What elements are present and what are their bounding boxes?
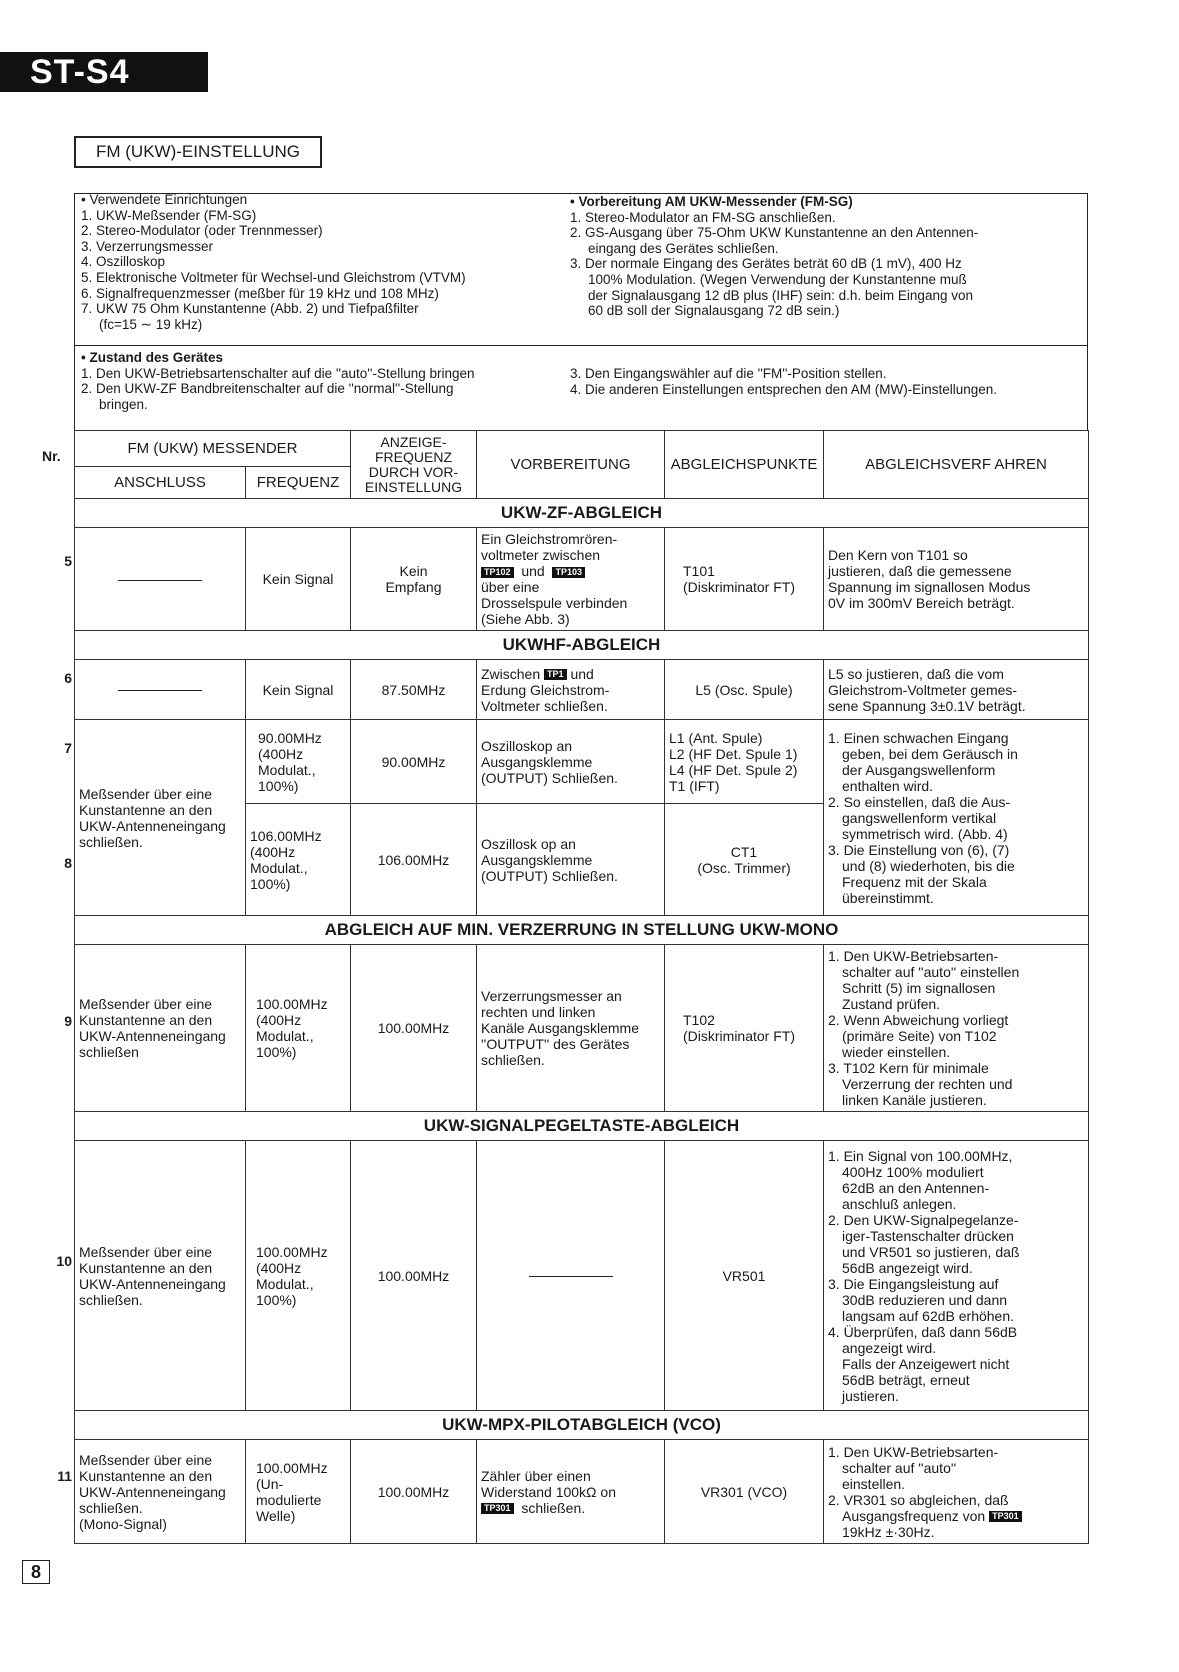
- anzeige-cell: 87.50MHz: [351, 660, 477, 720]
- abgleichspunkte-cell: L1 (Ant. Spule) L2 (HF Det. Spule 1) L4 (HF Det. Spule 2) T1 (IFT): [665, 720, 824, 804]
- header-abgleichspunkte: ABGLEICHSPUNKTE: [665, 431, 824, 499]
- anschluss-cell: Meßsender über eine Kunstantenne an den UKW-Antenneneingang schließen. (Mono-Signal): [75, 1440, 246, 1544]
- header-verfahren: ABGLEICHSVERF AHREN: [824, 431, 1089, 499]
- header-anzeige: ANZEIGE- FREQUENZ DURCH VOR- EINSTELLUNG: [351, 431, 477, 499]
- freq-cell: Kein Signal: [246, 660, 351, 720]
- model-badge: ST-S4: [0, 52, 208, 92]
- verfahren-cell: 1. Einen schwachen Eingang geben, bei dem Geräusch in der Ausgangswellenform enthalten wird. 2. So einstellen, daß die Aus- gangswellenform vertikal symmetrisch wird. (Abb. 4) 3. Die Einstellung von (6), (7) und (8) wiederhoten, bis die Frequenz mit der Skala übereinstimmt.: [824, 720, 1089, 916]
- equipment-item: 3. Verzerrungsmesser: [81, 238, 214, 254]
- anzeige-cell: 100.00MHz: [351, 1141, 477, 1411]
- row-number: 10: [56, 1253, 72, 1269]
- table-row: [75, 720, 1089, 804]
- vorbereitung-cell: Oszillosk op an Ausgangsklemme (OUTPUT) Schließen.: [477, 804, 665, 916]
- preparation-heading: • Vorbereitung AM UKW-Messender (FM-SG): [570, 194, 853, 209]
- band-mono: ABGLEICH AUF MIN. VERZERRUNG IN STELLUNG UKW-MONO: [75, 916, 1089, 945]
- preparation-item: eingang des Gerätes schließen.: [588, 240, 779, 256]
- vorbereitung-cell: Verzerrungsmesser an rechten und linken Kanäle Ausgangsklemme ''OUTPUT'' des Gerätes schließen.: [477, 945, 665, 1112]
- freq-cell: Kein Signal: [246, 528, 351, 631]
- vorbereitung-cell: Zwischen TP1 und Erdung Gleichstrom- Voltmeter schließen.: [477, 660, 665, 720]
- vorbereitung-cell: Oszilloskop an Ausgangsklemme (OUTPUT) Schließen.: [477, 720, 665, 804]
- equipment-item: 2. Stereo-Modulator (oder Trennmesser): [81, 223, 323, 239]
- equipment-item: 6. Signalfrequenzmesser (meßber für 19 kHz und 108 MHz): [81, 285, 439, 301]
- tp301-label: TP301: [481, 1503, 514, 1514]
- verfahren-cell: 1. Den UKW-Betriebsarten- schalter auf ''auto'' einstellen. 2. VR301 so abgleichen, daß Ausgangsfrequenz von TP301 19kHz ±·30Hz.: [824, 1440, 1089, 1544]
- verfahren-cell: Den Kern von T101 so justieren, daß die gemessene Spannung im signallosen Modus 0V im 300mV Bereich beträgt.: [824, 528, 1089, 631]
- table-row: [75, 1440, 1089, 1544]
- tp103-label: TP103: [552, 567, 585, 578]
- verfahren-cell: 1. Ein Signal von 100.00MHz, 400Hz 100% moduliert 62dB an den Antennen- anschluß anlegen. 2. Den UKW-Signalpegelanze- iger-Tastenschalter drücken und VR501 so justieren, daß 56dB angezeigt wird. 3. Die Eingangsleistung auf 30dB reduzieren und dann langsam auf 62dB erhöhen. 4. Überprüfen, daß dann 56dB angezeigt wird. Falls der Anzeigewert nicht 56dB beträgt, erneut justieren.: [824, 1141, 1089, 1411]
- vorbereitung-cell: Ein Gleichstromrören- voltmeter zwischen TP102 und TP103 über eine Drosselspule verbinden (Siehe Abb. 3): [477, 528, 665, 631]
- table-row: [75, 1141, 1089, 1411]
- anschluss-none: [75, 660, 246, 720]
- row-number: 8: [64, 855, 72, 871]
- preparation-item: 1. Stereo-Modulator an FM-SG anschließen.: [570, 209, 836, 225]
- table-row: [75, 528, 1089, 631]
- state-left: [81, 350, 475, 412]
- preparation-item: der Signalausgang 12 dB plus (IHF) sein: d.h. beim Eingang von: [588, 287, 973, 303]
- row-number: 11: [57, 1468, 72, 1484]
- table-row: [75, 660, 1089, 720]
- equipment-item: 1. UKW-Meßsender (FM-SG): [81, 207, 257, 223]
- band-mpx: UKW-MPX-PILOTABGLEICH (VCO): [75, 1411, 1089, 1440]
- header-messender: FM (UKW) MESSENDER: [75, 431, 351, 467]
- preparation-item: 3. Der normale Eingang des Gerätes beträt 60 dB (1 mV), 400 Hz: [570, 256, 962, 272]
- row-number: 9: [64, 1013, 72, 1029]
- row-number: 6: [64, 670, 72, 686]
- anzeige-cell: Kein Empfang: [351, 528, 477, 631]
- equipment-item: 4. Oszilloskop: [81, 254, 166, 270]
- state-item: 3. Den Eingangswähler auf die ''FM''-Position stellen.: [570, 366, 887, 381]
- state-box: [74, 346, 1088, 431]
- anschluss-cell: Meßsender über eine Kunstantenne an den UKW-Antenneneingang schließen.: [75, 1141, 246, 1411]
- table-row: [75, 945, 1089, 1112]
- header-vorbereitung: VORBEREITUNG: [477, 431, 665, 499]
- nr-label: Nr.: [42, 448, 61, 464]
- freq-cell: 106.00MHz (400Hz Modulat., 100%): [246, 804, 351, 916]
- state-right: [570, 366, 997, 397]
- state-heading: • Zustand des Gerätes: [81, 350, 224, 365]
- equipment-list: [81, 192, 466, 332]
- abgleichspunkte-cell: VR301 (VCO): [665, 1440, 824, 1544]
- band-hf: UKWHF-ABGLEICH: [75, 631, 1089, 660]
- abgleichspunkte-cell: CT1 (Osc. Trimmer): [665, 804, 824, 916]
- state-item: 4. Die anderen Einstellungen entsprechen den AM (MW)-Einstellungen.: [570, 381, 997, 397]
- abgleichspunkte-cell: T101 (Diskriminator FT): [665, 528, 824, 631]
- tp1-label: TP1: [544, 669, 567, 680]
- header-anschluss: ANSCHLUSS: [75, 467, 246, 499]
- band-zf: UKW-ZF-ABGLEICH: [75, 499, 1089, 528]
- vorbereitung-none: [477, 1141, 665, 1411]
- freq-cell: 100.00MHz (400Hz Modulat., 100%): [246, 945, 351, 1112]
- equipment-heading: • Verwendete Einrichtungen: [81, 192, 248, 207]
- preparation-item: 60 dB soll der Signalausgang 72 dB sein.): [588, 303, 840, 319]
- freq-cell: 100.00MHz (400Hz Modulat., 100%): [246, 1141, 351, 1411]
- equipment-item: 5. Elektronische Voltmeter für Wechsel-und Gleichstrom (VTVM): [81, 269, 466, 285]
- anschluss-none: [75, 528, 246, 631]
- anzeige-cell: 100.00MHz: [351, 1440, 477, 1544]
- freq-cell: 90.00MHz (400Hz Modulat., 100%): [246, 720, 351, 804]
- row-number: 7: [64, 740, 72, 756]
- state-item: 2. Den UKW-ZF Bandbreitenschalter auf die ''normal''-Stellung: [81, 381, 454, 397]
- tp301-label: TP301: [989, 1511, 1022, 1522]
- band-signal: UKW-SIGNALPEGELTASTE-ABGLEICH: [75, 1112, 1089, 1141]
- equipment-item: (fc=15 ∼ 19 kHz): [99, 316, 203, 332]
- anzeige-cell: 100.00MHz: [351, 945, 477, 1112]
- state-item: bringen.: [99, 396, 148, 412]
- preparation-list: [570, 194, 978, 319]
- freq-cell: 100.00MHz (Un- modulierte Welle): [246, 1440, 351, 1544]
- vorbereitung-cell: Zähler über einen Widerstand 100kΩ on TP301 schließen.: [477, 1440, 665, 1544]
- anschluss-cell: Meßsender über eine Kunstantenne an den UKW-Antenneneingang schließen.: [75, 720, 246, 916]
- header-frequenz: FREQUENZ: [246, 467, 351, 499]
- equipment-box: [74, 193, 1088, 346]
- tp102-label: TP102: [481, 567, 514, 578]
- row-number: 5: [64, 553, 72, 569]
- state-item: 1. Den UKW-Betriebsartenschalter auf die ''auto''-Stellung bringen: [81, 365, 475, 381]
- equipment-item: 7. UKW 75 Ohm Kunstantenne (Abb. 2) und Tiefpaßfilter: [81, 301, 419, 317]
- anzeige-cell: 106.00MHz: [351, 804, 477, 916]
- abgleichspunkte-cell: T102 (Diskriminator FT): [665, 945, 824, 1112]
- preparation-item: 2. GS-Ausgang über 75-Ohm UKW Kunstantenne an den Antennen-: [570, 225, 979, 241]
- verfahren-cell: 1. Den UKW-Betriebsarten- schalter auf ''auto'' einstellen Schritt (5) im signallosen Zustand prüfen. 2. Wenn Abweichung vorliegt (primäre Seite) von T102 wieder einstellen. 3. T102 Kern für minimale Verzerrung der rechten und linken Kanäle justieren.: [824, 945, 1089, 1112]
- section-title: FM (UKW)-EINSTELLUNG: [74, 136, 322, 168]
- anzeige-cell: 90.00MHz: [351, 720, 477, 804]
- verfahren-cell: L5 so justieren, daß die vom Gleichstrom-Voltmeter gemes- sene Spannung 3±0.1V beträgt.: [824, 660, 1089, 720]
- alignment-table: [74, 430, 1089, 1544]
- page-number: 8: [22, 1560, 50, 1584]
- preparation-item: 100% Modulation. (Wegen Verwendung der Kunstantenne muß: [588, 271, 967, 287]
- abgleichspunkte-cell: VR501: [665, 1141, 824, 1411]
- anschluss-cell: Meßsender über eine Kunstantenne an den UKW-Antenneneingang schließen: [75, 945, 246, 1112]
- abgleichspunkte-cell: L5 (Osc. Spule): [665, 660, 824, 720]
